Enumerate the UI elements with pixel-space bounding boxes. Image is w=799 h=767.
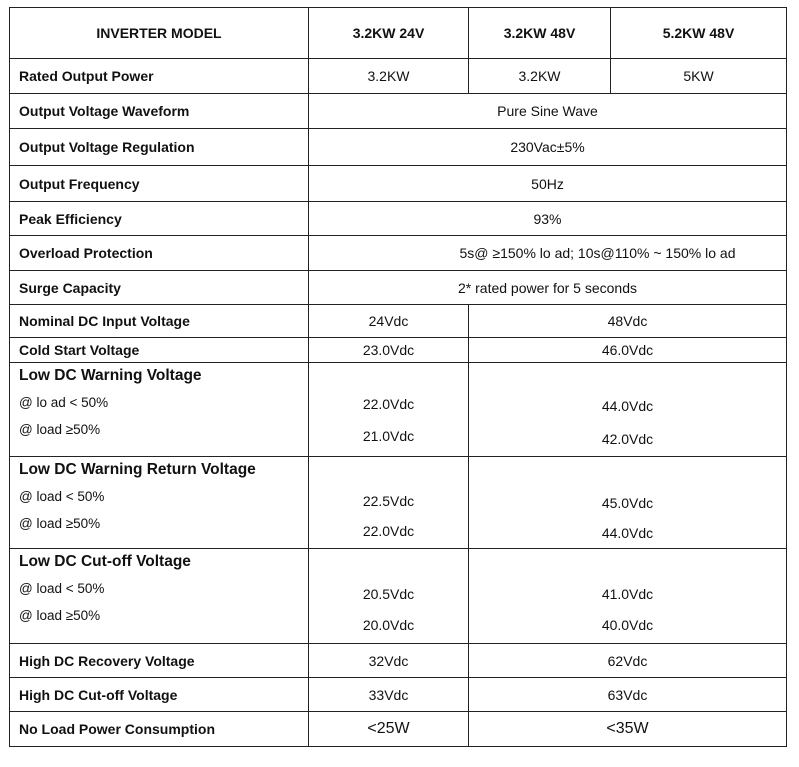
value-low-load: 20.5Vdc <box>362 586 415 602</box>
row-label: Output Voltage Waveform <box>10 94 309 129</box>
row-label: Output Frequency <box>10 166 309 202</box>
value-cell: 3.2KW <box>469 59 611 94</box>
value-low-load: 22.0Vdc <box>362 396 415 412</box>
value-low-load: 44.0Vdc <box>601 398 654 414</box>
row-label: Rated Output Power <box>10 59 309 94</box>
value-48v: 63Vdc <box>469 678 787 712</box>
row-label: Low DC Warning Voltage <box>19 367 202 384</box>
peak-efficiency-row <box>10 202 787 236</box>
row-label: No Load Power Consumption <box>10 712 309 747</box>
value-cell: 5KW <box>611 59 787 94</box>
rated-output-power-row <box>10 59 787 94</box>
header-row <box>10 8 787 59</box>
value-24v <box>309 457 469 549</box>
load-condition-high: @ load ≥50% <box>19 422 101 437</box>
value-24v: 32Vdc <box>309 644 469 678</box>
row-label: Low DC Cut-off Voltage <box>19 553 191 570</box>
value-24v: <25W <box>309 712 469 747</box>
row-label: Nominal DC Input Voltage <box>10 305 309 338</box>
nominal-dc-input-voltage-row <box>10 305 787 338</box>
value-48v: 46.0Vdc <box>469 338 787 363</box>
high-dc-cutoff-voltage-row <box>10 678 787 712</box>
value-48v <box>469 549 787 644</box>
load-condition-high: @ load ≥50% <box>19 516 101 531</box>
value-high-load: 22.0Vdc <box>362 523 415 539</box>
value-low-load: 41.0Vdc <box>601 586 654 602</box>
surge-capacity-row <box>10 271 787 305</box>
value-24v: 24Vdc <box>309 305 469 338</box>
row-label: Output Voltage Regulation <box>10 129 309 166</box>
row-label-group <box>10 457 309 549</box>
value-24v <box>309 549 469 644</box>
value-cell: 230Vac±5% <box>309 129 787 166</box>
row-label: Cold Start Voltage <box>10 338 309 363</box>
value-24v: 23.0Vdc <box>309 338 469 363</box>
value-low-load: 22.5Vdc <box>362 493 415 509</box>
value-48v <box>469 457 787 549</box>
value-48v: 62Vdc <box>469 644 787 678</box>
row-label-group <box>10 549 309 644</box>
value-cell: 93% <box>309 202 787 236</box>
value-cell: 2* rated power for 5 seconds <box>309 271 787 305</box>
value-24v: 33Vdc <box>309 678 469 712</box>
high-dc-recovery-voltage-row <box>10 644 787 678</box>
model-header: INVERTER MODEL <box>10 8 309 59</box>
output-voltage-regulation-row <box>10 129 787 166</box>
row-label: Surge Capacity <box>10 271 309 305</box>
row-label: Low DC Warning Return Voltage <box>19 461 256 478</box>
row-label: High DC Recovery Voltage <box>10 644 309 678</box>
no-load-power-consumption-row <box>10 712 787 747</box>
value-48v <box>469 363 787 457</box>
value-high-load: 42.0Vdc <box>601 431 654 447</box>
overload-protection-row <box>10 236 787 271</box>
value-high-load: 44.0Vdc <box>601 525 654 541</box>
row-label: High DC Cut-off Voltage <box>10 678 309 712</box>
output-frequency-row <box>10 166 787 202</box>
value-high-load: 20.0Vdc <box>362 617 415 633</box>
load-condition-high: @ load ≥50% <box>19 608 101 623</box>
value-low-load: 45.0Vdc <box>601 495 654 511</box>
output-voltage-waveform-row <box>10 94 787 129</box>
cold-start-voltage-row <box>10 338 787 363</box>
row-label: Overload Protection <box>10 236 309 271</box>
row-label: Peak Efficiency <box>10 202 309 236</box>
low-dc-cutoff-voltage-row <box>10 549 787 644</box>
load-condition-low: @ lo ad < 50% <box>19 395 109 410</box>
value-48v: 48Vdc <box>469 305 787 338</box>
value-24v <box>309 363 469 457</box>
value-high-load: 40.0Vdc <box>601 617 654 633</box>
value-cell: 5s@ ≥150% lo ad; 10s@110% ~ 150% lo ad <box>309 236 787 271</box>
value-cell: 50Hz <box>309 166 787 202</box>
value-cell: 3.2KW <box>309 59 469 94</box>
value-48v: <35W <box>469 712 787 747</box>
load-condition-low: @ load < 50% <box>19 489 105 504</box>
row-label-group <box>10 363 309 457</box>
low-dc-warning-voltage-row <box>10 363 787 457</box>
inverter-spec-table <box>9 7 787 747</box>
model-5-2kw-48v-header: 5.2KW 48V <box>611 8 787 59</box>
load-condition-low: @ load < 50% <box>19 581 105 596</box>
model-3-2kw-24v-header: 3.2KW 24V <box>309 8 469 59</box>
low-dc-warning-return-voltage-row <box>10 457 787 549</box>
value-cell: Pure Sine Wave <box>309 94 787 129</box>
model-3-2kw-48v-header: 3.2KW 48V <box>469 8 611 59</box>
value-high-load: 21.0Vdc <box>362 428 415 444</box>
